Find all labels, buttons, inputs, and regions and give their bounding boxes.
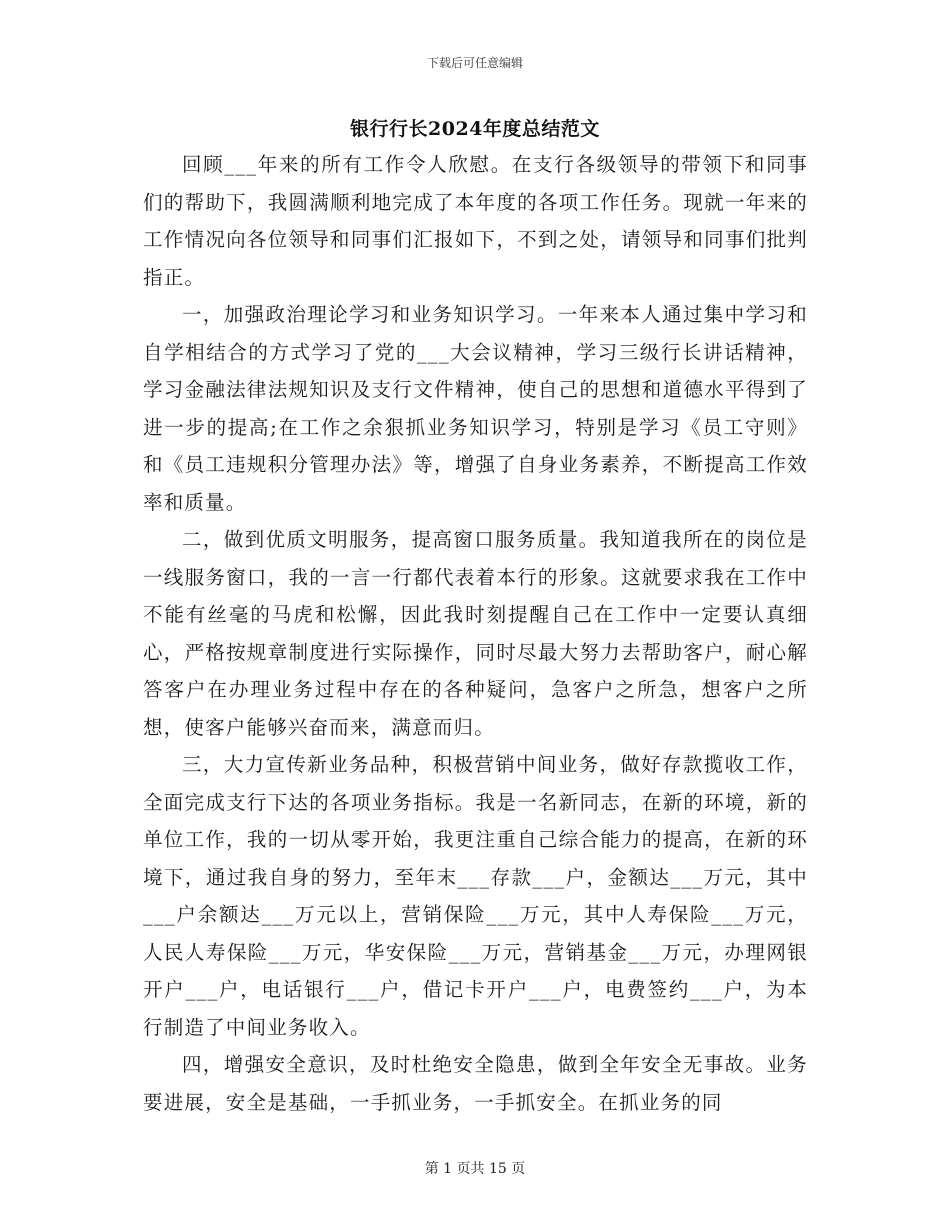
paragraph-section-3: 三，大力宣传新业务品种，积极营销中间业务，做好存款揽收工作，全面完成支行下达的各项业务指标。我是一名新同志，在新的环境，新的单位工作，我的一切从零开始，我更注重自己综合能力的提高，在新的环境下，通过我自身的努力，至年末___存款___户，金额达___万元，其中___户余额达___万元以上，营销保险___万元，其中人寿保险___万元，人民人寿保险___万元，华安保险___万元，营销基金___万元，办理网银开户___户，电话银行___户，借记卡开户___户，电费签约___户，为本行制造了中间业务收入。 [143,753,808,1039]
document-body [143,146,808,1121]
document-title: 银行行长2024年度总结范文 [350,118,600,140]
page-number-footer: 第 1 页共 15 页 [424,1161,526,1177]
paragraph-section-4: 四，增强安全意识，及时杜绝安全隐患，做到全年安全无事故。业务要进展，安全是基础，一手抓业务，一手抓安全。在抓业务的同 [143,1053,808,1114]
paragraph-section-1: 一，加强政治理论学习和业务知识学习。一年来本人通过集中学习和自学相结合的方式学习了党的___大会议精神，学习三级行长讲话精神，学习金融法律法规知识及支行文件精神，使自己的思想和道德水平得到了进一步的提高;在工作之余狠抓业务知识学习，特别是学习《员工守则》和《员工违规积分管理办法》等，增强了自身业务素养，不断提高工作效率和质量。 [143,303,808,514]
header-note: 下载后可任意编辑 [426,56,523,70]
paragraph-intro: 回顾___年来的所有工作令人欣慰。在支行各级领导的带领下和同事们的帮助下，我圆满顺利地完成了本年度的各项工作任务。现就一年来的工作情况向各位领导和同事们汇报如下，不到之处，请领导和同事们批判指正。 [143,153,808,289]
paragraph-section-2: 二，做到优质文明服务，提高窗口服务质量。我知道我所在的岗位是一线服务窗口，我的一言一行都代表着本行的形象。这就要求我在工作中不能有丝毫的马虎和松懈，因此我时刻提醒自己在工作中一定要认真细心，严格按规章制度进行实际操作，同时尽最大努力去帮助客户，耐心解答客户在办理业务过程中存在的各种疑问，急客户之所急，想客户之所想，使客户能够兴奋而来，满意而归。 [143,528,808,739]
